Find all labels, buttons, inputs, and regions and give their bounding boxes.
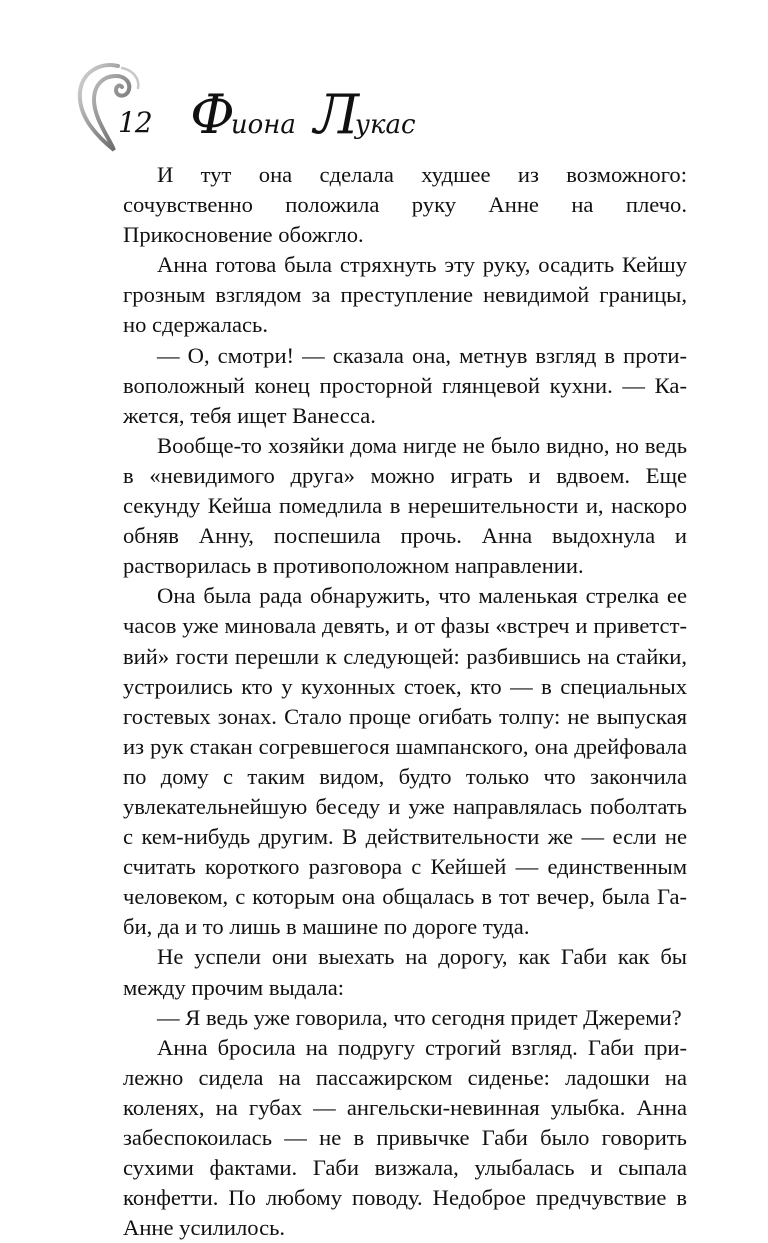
author-first-name — [190, 83, 296, 146]
paragraph: Она была рада обнаружить, что маленькая стрелка ее часов уже миновала девять, и от фазы «встреч и приветствий» гости перешли к следующей: разбившись на стайки, устроились кто у кухонных стоек, кто — в специальных гостевых зонах. Стало проще огибать толпу: не выпуская из рук стакан согревшегося шампанского, она дрейфовала по дому с таким видом, будто только что закончила увлекательнейшую беседу и уже направлялась поболтать с кем-нибудь другим. В действительности же — если не считать короткого разговора с Кейшей — единственным человеком, с которым она общалась в тот вечер, была Габи, да и то лишь в машине по дороге туда. — [123, 583, 687, 940]
paragraph: Вообще-то хозяйки дома нигде не было видно, но ведь в «невидимого друга» можно играть и вдвоем. Еще секунду Кейша помедлила в нерешительности и, наскоро обняв Анну, поспешила прочь. Анна выдохнула и растворилась в противоположном направлении. — [123, 432, 687, 579]
paragraph: — О, смотри! — сказала она, метнув взгляд в противоположный конец просторной глянцевой кухни. — Кажется, тебя ищет Ванесса. — [123, 342, 687, 428]
paragraph: Анна бросила на подругу строгий взгляд. Габи прилежно сидела на пассажирском сиденье: ладошки на коленях, на губах — ангельски-невинная улыбка. Анна забеспокоилась — не в привычке Габи было говорить сухими фактами. Габи визжала, улыбалась и сыпала конфетти. По любому поводу. Недоброе предчувствие в Анне усилилось. — [123, 1034, 687, 1241]
paragraph: И тут она сделала худшее из возможного: сочувственно положила руку Анне на плечо. Прикосновение обожгло. — [123, 162, 687, 248]
author-first-initial: Ф — [190, 83, 235, 146]
paragraph: — Я ведь уже говорила, что сегодня придет Джереми? — [157, 1004, 682, 1030]
body-text — [123, 160, 687, 1243]
author-last-rest: укас — [354, 110, 416, 140]
running-head-author — [190, 83, 416, 148]
paragraph: Не успели они выехать на дорогу, как Габи как бы между прочим выдала: — [123, 944, 687, 1000]
author-last-initial: Л — [313, 83, 359, 146]
author-last-name — [313, 83, 416, 146]
page-number: 12 — [118, 106, 152, 139]
author-first-rest: иона — [230, 110, 296, 140]
paragraph: Анна готова была стряхнуть эту руку, осадить Кейшу грозным взглядом за преступление невидимой границы, но сдержалась. — [123, 252, 687, 338]
